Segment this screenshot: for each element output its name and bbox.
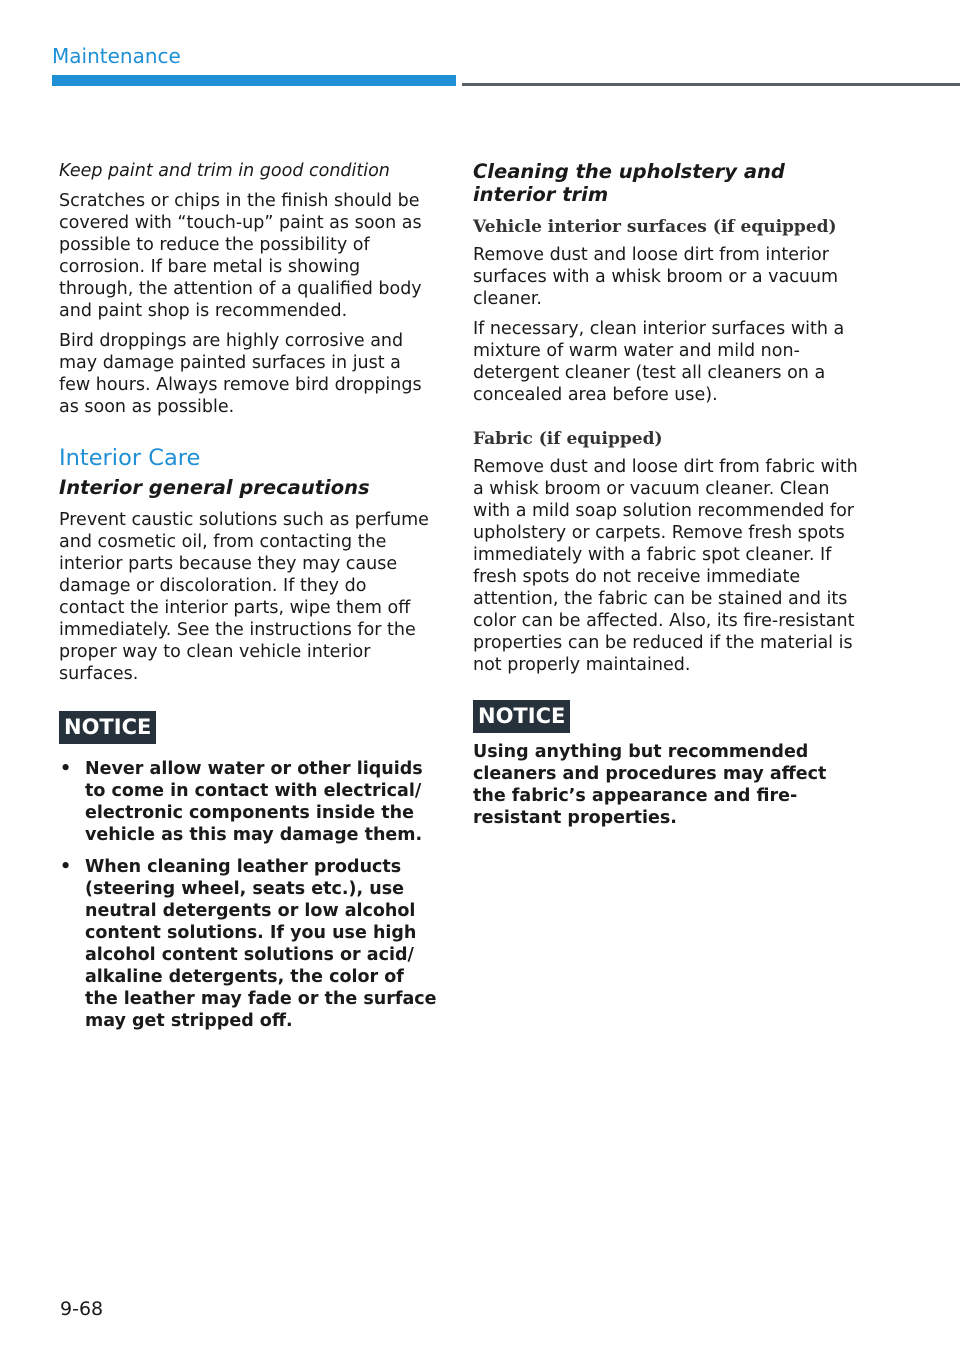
subsection-title-precautions: Interior general precautions [59,476,370,499]
section-title-interior-care: Interior Care [59,445,201,471]
heading-fabric: Fabric (if equipped) [473,429,663,449]
right-column [473,160,859,829]
bullet-text: Never allow water or other liquids to come in contact with electrical/ electronic components inside the vehicle as this may damage them. [85,759,423,845]
list-item [59,856,437,1032]
fabric-paragraph: Remove dust and loose dirt from fabric with a whisk broom or vacuum cleaner. Clean with a mild soap solution recommended for upholstery or carpets. Remove fresh spots immediately with a fabric spot cleaner. If fresh spots do not receive immediate attention, the fabric can be stained and its color can be affected. Also, its fire-resistant properties can be reduced if the material is not properly maintained. [473,457,858,675]
notice-badge: NOTICE [59,711,156,744]
paint-paragraph-2: Bird droppings are highly corrosive and may damage painted surfaces in just a few hours. Always remove bird droppings as soon as possible. [59,331,422,417]
paint-paragraph-1: Scratches or chips in the finish should be covered with “touch-up” paint as soon as possible to reduce the possibility of corrosion. If bare metal is showing through, the attention of a qualified body and paint shop is recommended. [59,191,422,321]
paint-trim-heading: Keep paint and trim in good condition [59,161,390,181]
header-rule [462,83,960,86]
bullet-text: When cleaning leather products (steering wheel, seats etc.), use neutral detergents or low alcohol content solutions. If you use high alcohol content solutions or acid/ alkaline detergents, the color of the leather may fade or the surface may get stripped off. [85,857,437,1031]
bullet-icon: • [60,759,72,779]
interior-surfaces-paragraph-1: Remove dust and loose dirt from interior surfaces with a whisk broom or a vacuum cleaner. [473,245,839,309]
left-column [59,160,437,1042]
interior-surfaces-paragraph-2: If necessary, clean interior surfaces with a mixture of warm water and mild non-detergent cleaner (test all cleaners on a concealed area before use). [473,319,845,405]
page-number: 9-68 [60,1298,104,1320]
header-accent-bar [52,75,456,86]
notice-bullet-list [59,758,437,1032]
heading-interior-surfaces: Vehicle interior surfaces (if equipped) [473,217,837,237]
list-item [59,758,437,846]
bullet-icon: • [60,857,72,877]
fabric-notice-text: Using anything but recommended cleaners and procedures may affect the fabric’s appearance and fire-resistant properties. [473,742,827,828]
notice-badge: NOTICE [473,700,570,733]
precautions-paragraph: Prevent caustic solutions such as perfume and cosmetic oil, from contacting the interior parts because they may cause damage or discoloration. If they do contact the interior parts, wipe them off immediately. See the instructions for the proper way to clean vehicle interior surfaces. [59,510,429,684]
subsection-title-upholstery: Cleaning the upholstery and interior trim [473,160,785,206]
chapter-title: Maintenance [52,44,181,68]
